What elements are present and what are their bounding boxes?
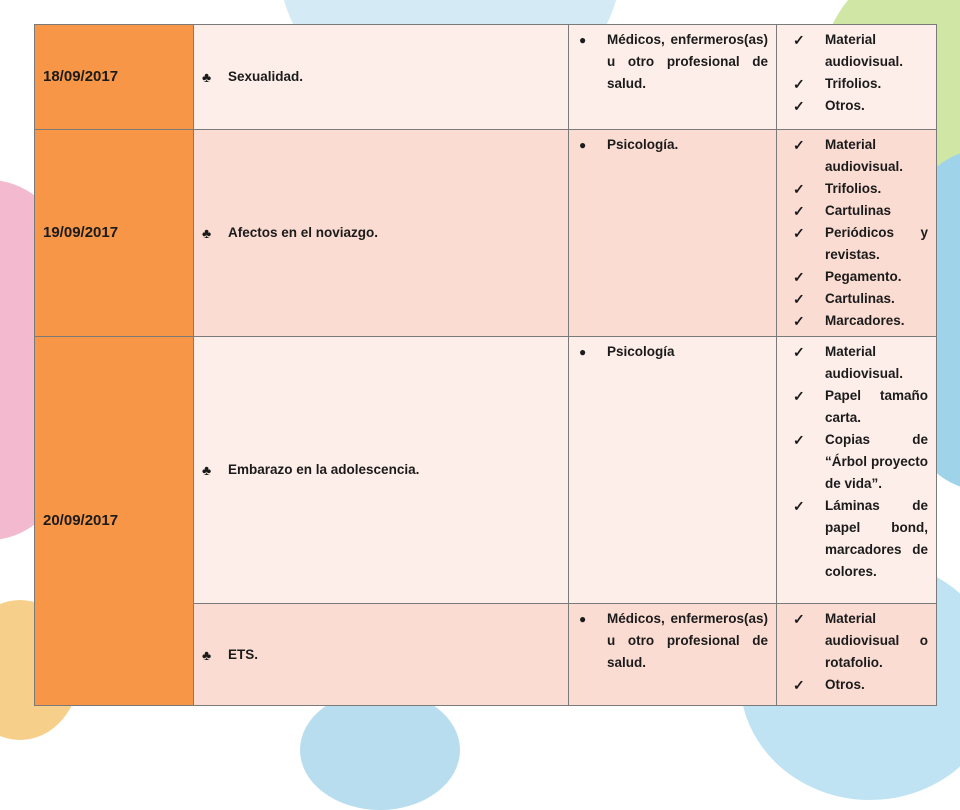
checkmark-icon: ✓ [793,313,805,329]
topic-cell [194,25,569,130]
checkmark-icon: ✓ [793,137,805,153]
checkmark-icon: ✓ [793,269,805,285]
circle-bullet-icon: ● [579,138,587,152]
topic-text: Afectos en el noviazgo. [228,225,379,240]
list-item: ✓ Pegamento. [785,266,928,288]
table-row [35,337,937,604]
topic-text: Sexualidad. [228,69,304,84]
responsible-text: Psicología. [607,137,679,152]
list-item: ✓ Cartulinas. [785,288,928,310]
responsible-text: Psicología [607,344,675,359]
list-item: ✓ Trifolios. [785,73,928,95]
checkmark-icon: ✓ [793,498,805,514]
list-item: ✓ Otros. [785,674,928,696]
list-item: ✓ Material audiovisual o rotafolio. [785,608,928,674]
topic-text: Embarazo en la adolescencia. [228,462,420,477]
checkmark-icon: ✓ [793,388,805,404]
checkmark-icon: ✓ [793,225,805,241]
checkmark-icon: ✓ [793,76,805,92]
circle-bullet-icon: ● [579,33,587,47]
list-item: ✓ Material audiovisual. [785,29,928,73]
checkmark-icon: ✓ [793,611,805,627]
schedule-table [34,24,937,706]
circle-bullet-icon: ● [579,345,587,359]
checkmark-icon: ✓ [793,432,805,448]
list-item: ✓ Periódicos y revistas. [785,222,928,266]
table-row [35,130,937,337]
checkmark-icon: ✓ [793,181,805,197]
date-cell: 18/09/2017 [35,25,194,130]
date-cell: 20/09/2017 [35,337,194,706]
list-item: ✓ Cartulinas [785,200,928,222]
materials-list [777,130,936,336]
materials-list [777,25,936,121]
materials-list [777,604,936,700]
list-item: ✓ Material audiovisual. [785,341,928,385]
materials-cell [777,130,937,337]
responsible-text: Médicos, enfermeros(as) u otro profesional de salud. [607,32,768,91]
club-icon: ♣ [202,225,212,241]
list-item: ✓ Otros. [785,95,928,117]
list-item: ✓ Láminas de papel bond, marcadores de colores. [785,495,928,583]
topic-text: ETS. [228,646,259,662]
topic-cell [194,604,569,706]
topic-cell [194,337,569,604]
materials-cell [777,25,937,130]
responsible-cell [569,130,777,337]
checkmark-icon: ✓ [793,203,805,219]
date-cell: 19/09/2017 [35,130,194,337]
list-item: ✓ Trifolios. [785,178,928,200]
table-row [35,25,937,130]
decor-bubble-blue [300,690,460,810]
responsible-text: Médicos, enfermeros(as) u otro profesional de salud. [607,611,768,670]
checkmark-icon: ✓ [793,98,805,114]
responsible-cell [569,25,777,130]
checkmark-icon: ✓ [793,291,805,307]
topic-cell [194,130,569,337]
checkmark-icon: ✓ [793,32,805,48]
responsible-cell [569,604,777,706]
checkmark-icon: ✓ [793,677,805,693]
list-item: ✓ Material audiovisual. [785,134,928,178]
materials-cell [777,604,937,706]
list-item: ✓ Marcadores. [785,310,928,332]
materials-cell [777,337,937,604]
club-icon: ♣ [202,69,212,85]
responsible-cell [569,337,777,604]
checkmark-icon: ✓ [793,344,805,360]
list-item: ✓ Papel tamaño carta. [785,385,928,429]
list-item: ✓ Copias de “Árbol proyecto de vida”. [785,429,928,495]
club-icon: ♣ [202,646,212,663]
materials-list [777,337,936,587]
circle-bullet-icon: ● [579,612,587,626]
club-icon: ♣ [202,462,212,478]
